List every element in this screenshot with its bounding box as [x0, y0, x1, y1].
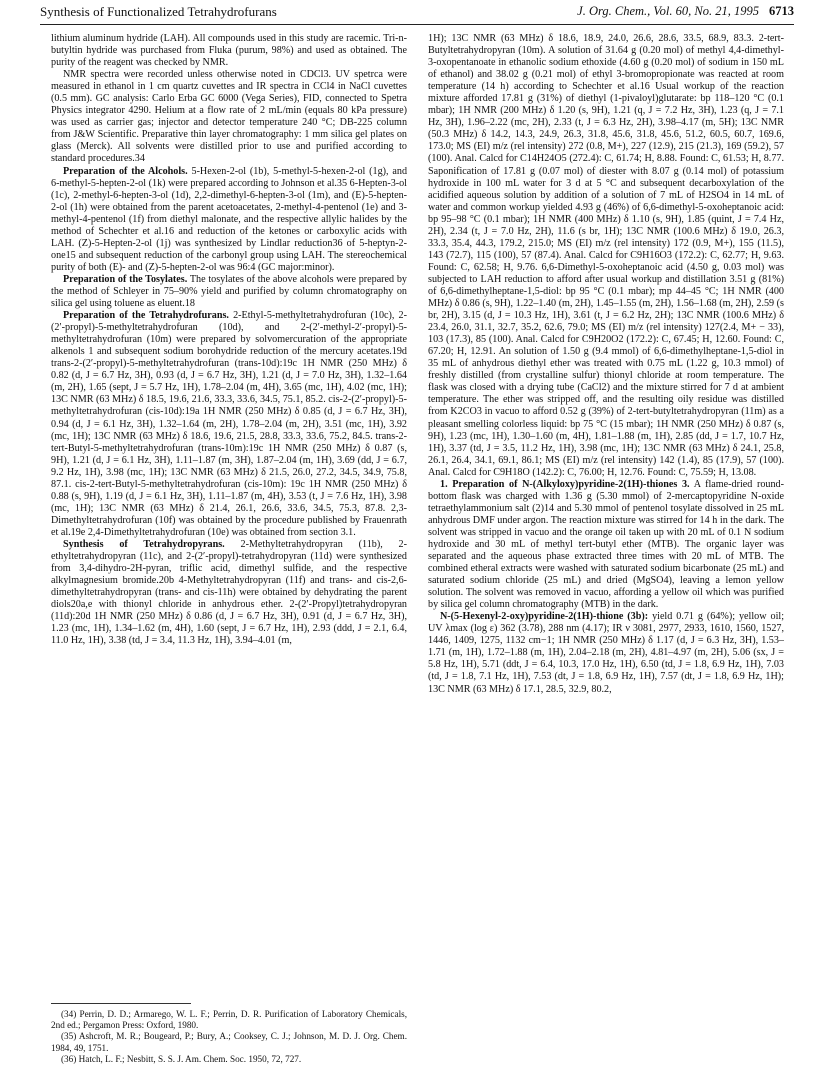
- journal-reference: J. Org. Chem., Vol. 60, No. 21, 1995: [577, 4, 759, 18]
- paragraph: [51, 539, 407, 647]
- paragraph: [428, 479, 784, 612]
- section-heading: Preparation of the Tetrahydrofurans.: [63, 310, 229, 322]
- paragraph-text: 1H); 13C NMR (63 MHz) δ 18.6, 18.9, 24.0, 26.6, 28.6, 33.5, 68.9, 83.3. 2-tert-Butyltetrahydropyran (10m). A solution of 31.64 g (0.20 mol) of methyl 4,4-dimethyl-3-oxopentanoate in ethanolic sodium ethoxide (4.60 g (0.20 mol) of sodium in 150 mL of ethanol) and 38.02 g (0.21 mol) of ethyl 3-bromopropionate was reacted at room temperature (14 h) according to Schechter et al.16 Usual workup of the reaction mixture afforded 17.81 g (31%) of diethyl (1-pivaloyl)glutarate: bp 118–120 °C (0.1 mbar); 1H NMR (200 MHz) δ 1.20 (s, 9H), 1.21 (q, J = 7.2 Hz, 3H), 1.23 (q, J = 7.1 Hz, 3H), 1.96–2.22 (mc, 2H), 2.33 (t, J = 6.3 Hz, 2H), 3.98–4.17 (m, 5H); 13C NMR (50.3 MHz) δ 14.2, 14.3, 24.9, 26.3, 31.8, 45.6, 31.8, 45.6, 51.2, 60.5, 60.7, 169.6, 173.0; MS (EI) m/z (rel intensity) 272 (0.8, M+), 227 (12.9), 215 (21.3), 169 (59.2), 57 (100). Anal. Calcd for C14H24O5 (272.4): C, 61.74; H, 8.88. Found: C, 61.53; H, 8.77. Saponification of 17.81 g (0.07 mol) of diester with 8.07 g (0.14 mol) of potassium hydroxide in 100 mL water for 3 d at 5 °C and subsequent decarboxylation of the acidified aqueous solution by addition of a solution of 7 mL of H2SO4 in 14 mL of water and common workup yielded 4.93 g (46%) of 6,6-dimethyl-5-oxoheptanoic acid: bp 95–98 °C (0.1 mbar); 1H NMR (400 MHz) δ 1.10 (s, 9H), 1.85 (quint, J = 7.4 Hz, 2H), 2.34 (t, J = 7.0 Hz, 2H), 11.6 (s br, 1H); 13C NMR (100.6 MHz) δ 19.0, 26.3, 33.3, 35.4, 44.3, 179.2, 215.0; MS (EI) m/z (rel intensity) 172 (0.9, M+), 155 (11.5), 143 (72.7), 115 (100), 57 (87.4). Anal. Calcd for C9H16O3 (172.2): C, 62.77; H, 9.63. Found: C, 62.58; H, 9.76. 6,6-Dimethyl-5-oxoheptanoic acid (4.50 g, 0.03 mol) was subjected to LAH reduction to afford after usual workup and distillation 3.51 g (81%) of 6,6-dimethylheptane-1,5-diol: bp 95 °C (0.1 mbar); mp 44–45 °C; 1H NMR (400 MHz) δ 0.86 (s, 9H), 1.22–1.40 (m, 2H), 1.45–1.55 (m, 2H), 1.56–1.68 (m, 2H), 2.59 (s br, 2H), 3.15 (d, J = 10.3 Hz, 1H), 3.61 (t, J = 6.2 Hz, 2H); 13C NMR (100.6 MHz) δ 23.4, 26.0, 31.1, 32.7, 35.2, 62.6, 79.0; MS (EI) m/z (rel intensity) 127(2.4, M+ − 33), 103 (17.3), 85 (100). Anal. Calcd for C9H20O2 (172.2): C, 67.45; H, 12.60. Found: C, 67.20; H, 12.91. An solution of 1.50 g (9.4 mmol) of 6,6-dimethylheptane-1,5-diol in 35 mL of anhydrous diethyl ether was treated with 0.75 mL (1.22 g, 10.3 mmol) of freshly distilled (from crystalline sulfur) thionyl chloride at room temperature. The flask was closed with a drying tube (CaCl2) and the mixture stirred for 7 d at ambient temperature. The ether was stripped off, and the resulting oily residue was distilled from K2CO3 in vacuo to afford 0.52 g (39%) of 2-tert-butyltetrahydropyran (11m) as a pleasant smelling colorless liquid: bp 75 °C (15 mbar); 1H NMR (250 MHz) δ 0.87 (s, 9H), 1.23 (mc, 1H), 1.30–1.60 (m, 4H), 1.81–1.88 (m, 1H), 2.85 (dd, J = 1.7, 10.7 Hz, 1H), 3.37 (td, J = 3.5, 11.2 Hz, 1H), 3.98 (mc, 1H); 13C NMR (63 MHz) δ 24.1, 25.8, 26.1, 26.4, 34.1, 69.1, 86.1; MS (EI) m/z (rel intensity) 142 (1.4), 85 (17.9), 57 (100). Anal. Calcd for C9H18O (142.2): C, 76.00; H, 12.76. Found: C, 75.59; H, 13.08.: [428, 33, 784, 478]
- footnote: (34) Perrin, D. D.; Armarego, W. L. F.; Perrin, D. R. Purification of Laboratory Chemicals, 2nd ed.; Pergamon Press: Oxford, 1980.: [51, 1009, 407, 1031]
- journal-citation: [577, 4, 794, 19]
- footnote: (36) Hatch, L. F.; Nesbitt, S. S. J. Am. Chem. Soc. 1950, 72, 727.: [61, 1053, 302, 1064]
- section-heading: N-(5-Hexenyl-2-oxy)pyridine-2(1H)-thione (3b):: [440, 611, 649, 623]
- left-column: [51, 33, 407, 998]
- running-header: [40, 4, 794, 24]
- paragraph: [51, 166, 407, 274]
- paragraph-text: 2-Methyltetrahydropyran (11b), 2-ethyltetrahydropyran (11c), and 2-(2′-propyl)-tetrahydropyran (11d) were synthesized from 3,4-dihydro-2H-pyran, triflic acid, dimethyl sulfide, and the respective alkylmagnesium bromide.20b 4-Methyltetrahydropyran (11f) and trans- and cis-2,6-dimethyltetrahydropyran (trans- and cis-11h) were obtained by dehydrating the parent diols20a,e with thionyl chloride in anhydrous ether. 2-(2′-Propyl)tetrahydropyran (11d):20d 1H NMR (250 MHz) δ 0.86 (d, J = 6.7 Hz, 3H), 0.91 (d, J = 6.7 Hz, 3H), 1.23 (mc, 1H), 1.34–1.62 (m, 4H), 1.60 (sept, J = 6.7 Hz, 1H), 2.93 (ddd, J = 2.1, 6.4, 11.0 Hz, 1H), 3.38 (td, J = 3.4, 11.3 Hz, 1H), 3.94–4.01 (m,: [51, 538, 407, 647]
- section-heading: 1. Preparation of N-(Alkyloxy)pyridine-2(1H)-thiones 3.: [440, 478, 690, 490]
- paragraph: [428, 33, 784, 479]
- section-heading: Preparation of the Alcohols.: [63, 165, 188, 177]
- footnote: (35) Ashcroft, M. R.; Bougeard, P.; Bury, A.; Cooksey, C. J.; Johnson, M. D. J. Org. Chem. 1984, 49, 1751.: [51, 1031, 407, 1053]
- paragraph: [51, 310, 407, 539]
- footnote-rule: [51, 1003, 191, 1004]
- header-rule: [40, 24, 794, 25]
- page-number: 6713: [769, 4, 794, 18]
- running-title: Synthesis of Functionalized Tetrahydrofurans: [40, 4, 277, 19]
- paragraph-text: A flame-dried round-bottom flask was charged with 1.36 g (5.30 mmol) of 2-mercaptopyridine N-oxide tetraethylammonium salt (2)14 and 5.30 mmol of pentenol tosylate dissolved in 25 mL anhydrous DMF under argon. The reaction mixture was stirred for 14 h in the dark. The solvent was stripped in vacuo and the orange oil taken up with 20 mL of 0.1 N sodium hydroxide and 30 mL of methyl tert-butyl ether (MTB). The organic layer was separated and the aqueous phase extracted three times with 20 mL of MTB. The combined etheral extracts were washed with saturated sodium bicarbonate (25 mL) and saturated sodium chloride (25 mL) and dried (MgSO4), leaving a lemon yellow solution. The solvent was removed in vacuo, affording a yellow oil which was purified by silica gel column chromatography (MTB) in the dark.: [428, 478, 784, 611]
- section-heading: Synthesis of Tetrahydropyrans.: [63, 538, 225, 550]
- paragraph-text: The tosylates of the above alcohols were prepared by the method of Schleyer in 75–90% yield and purified by column chromatography on silica gel using toluene as eluent.18: [51, 273, 407, 310]
- paragraph-text: yield 0.71 g (64%); yellow oil; UV λmax (log ε) 362 (3.78), 288 nm (4.17); IR ν 3081, 2977, 2933, 1610, 1560, 1527, 1446, 1409, 1275, 1132 cm−1; 1H NMR (250 MHz) δ 1.17 (d, J = 6.3 Hz, 3H), 1.53–1.71 (m, 1H), 1.72–1.88 (m, 1H), 2.04–2.18 (m, 2H), 4.81–4.97 (m, 2H), 5.06 (sx, J = 5.8 Hz, 1H), 5.71 (ddt, J = 6.4, 10.3, 17.0 Hz, 1H), 6.50 (td, J = 1.8, 6.9 Hz, 1H), 7.03 (td, J = 1.8, 7.1 Hz, 1H), 7.53 (dt, J = 1.8, 6.9 Hz, 1H), 7.57 (dt, J = 1.8, 6.9 Hz, 1H); 13C NMR (63 MHz) δ 17.1, 28.5, 32.9, 80.2,: [428, 611, 784, 695]
- section-heading: Preparation of the Tosylates.: [63, 273, 188, 285]
- paragraph: [428, 611, 784, 695]
- paragraph-text: 5-Hexen-2-ol (1b), 5-methyl-5-hexen-2-ol (1g), and 6-methyl-5-hepten-2-ol (1k) were prepared according to Johnson et al.35 6-Hepten-3-ol (1c), 2-methyl-6-hepten-3-ol (1d), 2,2-dimethyl-6-hepten-3-ol (1m), and (E)-5-hepten-2-ol (1h) were obtained from the parent acetoacetates, 2-methyl-4-pentenol (1e) and 3-methyl-4-pentenol (1f) from diethyl malonate, and the respective allylic halides by the method of Schechter et al.16 and reduction of the ketones or carboxylic acids with LAH. (Z)-5-Hepten-2-ol (1j) was synthesized by Lindlar reduction36 of 5-heptyn-2-one15 and subsequent reduction of the carbonyl group using LAH. The stereochemical purity of both (E)- and (Z)-5-hepten-2-ol was 96:4 (GC major:minor).: [51, 165, 407, 273]
- paragraph-text: NMR spectra were recorded unless otherwise noted in CDCl3. UV spetrca were measured in ethanol in 1 cm quartz cuvettes and IR spectra in CCl4 in NaCl cuvettes (0.5 mm). GC analysis: Carlo Erba GC 6000 (Vega Series), FID, connected to Spetra Physics integrator 4290. Helium at a flow rate of 2 mL/min (equals 80 kPa pressure) was used as carrier gas; injector and detector temperature 240 °C; DB-225 column from J&W Scientific. Preparative thin layer chromatography: 1 mm silica gel plates on glass (Merck). All solvents were distilled prior to use and purified according to standard procedures.34: [51, 69, 407, 165]
- right-column: [428, 33, 784, 1063]
- paragraph: [51, 69, 407, 165]
- paragraph-text: lithium aluminum hydride (LAH). All compounds used in this study are racemic. Tri-n-butyltin hydride was purchased from Fluka (purum, 98%) and used as obtained. The purity of the reagent was checked by NMR.: [51, 33, 407, 69]
- paragraph: [51, 274, 407, 310]
- paragraph: [51, 33, 407, 69]
- paragraph-text: 2-Ethyl-5-methyltetrahydrofuran (10c), 2-(2′-propyl)-5-methyltetrahydrofuran (10d), and 2-(2′-methyl-2′-propyl)-5-methyltetrahydrofuran (10m) were prepared by solvomercuration of the appropriate alkenols 1 and subsequent sodium borohydride reduction of the mercury acetates.19d trans-2-(2′-propyl)-5-methyltetrahydrofuran (trans-10d):19c 1H NMR (250 MHz) δ 0.82 (d, J = 6.7 Hz, 3H), 0.93 (d, J = 6.7 Hz, 3H), 1.21 (d, J = 7.0 Hz, 3H), 1.32–1.64 (m, 2H), 1.65 (sept, J = 5.7 Hz, 1H), 1.78–2.04 (m, 4H), 3.65 (mc, 1H), 4.02 (mc, 1H); 13C NMR (63 MHz) δ 18.5, 19.6, 21.6, 33.3, 33.6, 34.5, 75.1, 85.2. cis-2-(2′-propyl)-5-methyltetrahydrofuran (cis-10d):19a 1H NMR (250 MHz) δ 0.85 (d, J = 6.7 Hz, 3H), 0.94 (d, J = 6.1 Hz, 3H), 1.32–1.64 (m, 2H), 1.78–2.04 (m, 2H), 3.51 (mc, 1H), 3.92 (mc, 1H); 13C NMR (63 MHz) δ 18.6, 19.6, 21.5, 28.8, 33.3, 33.6, 75.2, 84.5. trans-2-tert-Butyl-5-methyltetrahydrofuran (trans-10m):19c 1H NMR (250 MHz) δ 0.87 (s, 9H), 1.21 (d, J = 6.1 Hz, 3H), 1.11–1.87 (m, 3H), 1.87–2.04 (m, 1H), 3.69 (dd, J = 6.7, 9.2 Hz, 1H), 3.98 (mc, 1H); 13C NMR (63 MHz) δ 21.5, 26.0, 27.2, 34.5, 34.9, 75.8, 87.1. cis-2-tert-Butyl-5-methyltetrahydrofuran (cis-10m): 19c 1H NMR (250 MHz) δ 0.88 (s, 9H), 1.19 (d, J = 6.1 Hz, 3H), 1.11–1.87 (m, 4H), 3.53 (t, J = 7.6 Hz, 1H), 3.98 (mc, 1H); 13C NMR (63 MHz) δ 21.4, 26.1, 26.6, 33.6, 34.5, 75.3, 87.8. 2,3-Dimethyltetrahydrofuran (10f) was obtained by the procedure published by Frauenrath et al.19e 2,4-Dimethyltetrahydrofuran (10e) was obtained from section 3.1.: [51, 310, 407, 538]
- footnotes: [51, 1009, 407, 1065]
